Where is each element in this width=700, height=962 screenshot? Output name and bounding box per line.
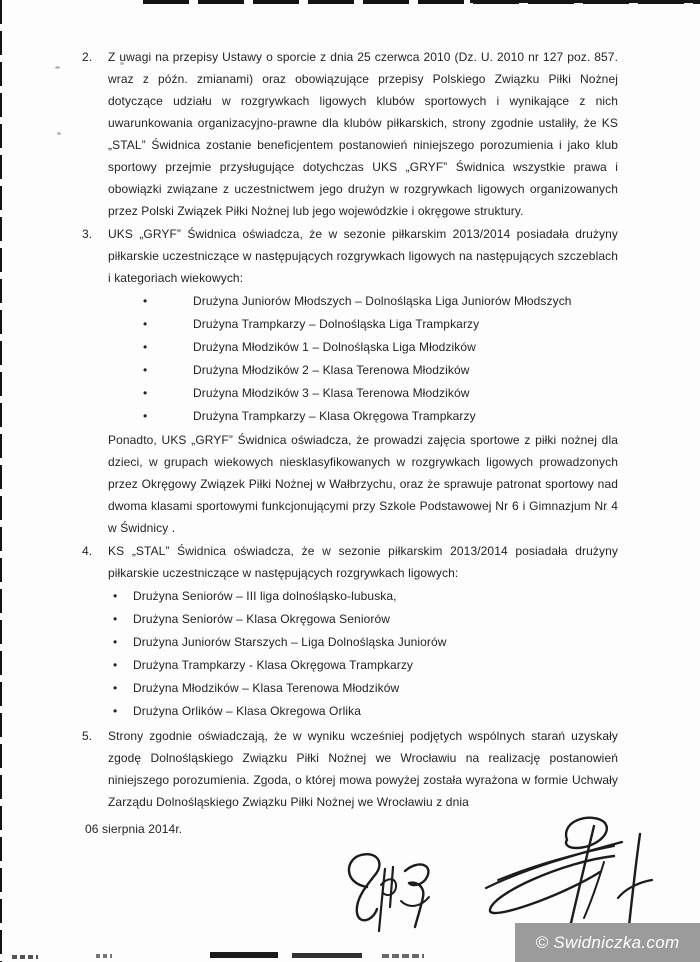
bullet-text: Drużyna Orlików – Klasa Okregowa Orlika — [133, 704, 361, 718]
scan-smudge — [210, 952, 278, 958]
item-text: Strony zgodnie oświadczają, że w wyniku wcześniej podjętych wspólnych starań uzyskały zgodę Dolnośląskiego Związku Piłki Nożnej we Wrocławiu na realizację postanowień niniejszego porozumienia. Zgoda, o której mowa powyżej została wyrażona w formie Uchwały Zarządu Dolnośląskiego Związku Piłki Nożnej we Wrocławiu z dnia — [108, 729, 618, 809]
item-content — [108, 540, 618, 724]
item-number: 3. — [82, 227, 93, 241]
bullet-item — [108, 677, 618, 700]
item-content — [108, 46, 618, 222]
item-number: 5. — [82, 729, 93, 743]
numbered-item — [82, 46, 618, 222]
scan-smudge — [12, 955, 38, 959]
item-content — [108, 725, 618, 813]
item-text: Z uwagi na przepisy Ustawy o sporcie z dnia 25 czerwca 2010 (Dz. U. 2010 nr 127 poz. 857. wraz z późn. zmianami) oraz obowiązujące przepisy Polskiego Związku Piłki Nożnej dotyczące udziału w rozgrywkach ligowych klubów sportowych i wynikające z nich uwarunkowania organizacyjno-prawne dla klubów piłkarskich, strony zgodnie ustaliły, że KS „STAL” Świdnica zostanie beneficjentem postanowień niniejszego porozumienia i jako klub sportowy przejmie przysługujące dotychczas UKS „GRYF” Świdnica wszystkie prawa i obowiązki związane z uczestnictwem jego drużyn w rozgrywkach ligowych organizowanych przez Polski Związek Piłki Nożnej lub jego wojewódzkie i okręgowe struktury. — [108, 50, 618, 218]
watermark-label: © Swidniczka.com — [535, 932, 680, 952]
bullet-text: Drużyna Seniorów – Klasa Okręgowa Seniorów — [133, 612, 390, 626]
bullet-text: Drużyna Trampkarzy - Klasa Okręgowa Trampkarzy — [133, 658, 414, 672]
bullet-item — [108, 382, 618, 405]
bullet-item — [108, 608, 618, 631]
item-after-text: Ponadto, UKS „GRYF” Świdnica oświadcza, że prowadzi zajęcia sportowe z piłki nożnej dla dzieci, w grupach wiekowych niesklasyfikowanych w rozgrywkach ligowych prowadzonych przez Okręgowy Związek Piłki Nożnej w Wałbrzychu, oraz że sprawuje patronat sportowy nad dwoma klasami sportowymi funkcjonującymi przy Szkole Podstawowej Nr 6 i Gimnazjum Nr 4 w Świdnicy . — [108, 433, 618, 535]
signature-left — [333, 843, 461, 935]
bullet-item — [108, 336, 618, 359]
scan-smudge — [96, 954, 112, 958]
bullet-item — [108, 585, 618, 608]
bullet-item — [108, 359, 618, 382]
bullet-marker-icon: • — [143, 317, 148, 331]
bullet-marker-icon: • — [113, 612, 118, 626]
bullet-marker-icon: • — [143, 340, 148, 354]
bullet-marker-icon: • — [113, 589, 118, 603]
bullet-item — [108, 313, 618, 336]
bullet-text: Drużyna Młodzików – Klasa Terenowa Młodzików — [133, 681, 400, 695]
item-content — [108, 223, 618, 539]
bullet-text: Drużyna Juniorów Starszych – Liga Dolnośląska Juniorów — [133, 635, 447, 649]
date-line: 06 sierpnia 2014r. — [85, 822, 183, 836]
bullet-text: Drużyna Juniorów Młodszych – Dolnośląska Liga Juniorów Młodszych — [193, 294, 572, 308]
document-items — [82, 46, 618, 813]
numbered-item — [82, 540, 618, 724]
bullet-text: Drużyna Seniorów – III liga dolnośląsko-lubuska, — [133, 589, 397, 603]
bullet-marker-icon: • — [143, 294, 148, 308]
scan-smudge — [292, 953, 362, 958]
scan-smudge — [382, 954, 424, 958]
watermark-badge — [515, 923, 700, 962]
bullet-item — [108, 405, 618, 428]
bullet-marker-icon: • — [113, 658, 118, 672]
numbered-item — [82, 223, 618, 539]
bullet-item — [108, 654, 618, 677]
item-number: 2. — [82, 50, 93, 64]
bullet-list — [108, 585, 618, 723]
bullet-text: Drużyna Trampkarzy – Dolnośląska Liga Trampkarzy — [193, 317, 480, 331]
bullet-list — [108, 290, 618, 428]
bullet-item — [108, 631, 618, 654]
bullet-marker-icon: • — [143, 409, 148, 423]
bullet-marker-icon: • — [113, 681, 118, 695]
bullet-marker-icon: • — [143, 363, 148, 377]
bullet-text: Drużyna Młodzików 2 – Klasa Terenowa Młodzików — [193, 363, 470, 377]
bullet-item — [108, 700, 618, 723]
bullet-text: Drużyna Młodzików 3 – Klasa Terenowa Młodzików — [193, 386, 470, 400]
bullet-text: Drużyna Trampkarzy – Klasa Okręgowa Trampkarzy — [193, 409, 476, 423]
item-number: 4. — [82, 544, 93, 558]
bullet-marker-icon: • — [113, 704, 118, 718]
item-text: KS „STAL” Świdnica oświadcza, że w sezonie piłkarskim 2013/2014 posiadała drużyny piłkarskie uczestniczące w następujących rozgrywkach ligowych: — [108, 544, 618, 580]
item-text: UKS „GRYF” Świdnica oświadcza, że w sezonie piłkarskim 2013/2014 posiadała drużyny piłkarskie uczestniczące w następujących rozgrywkach ligowych na następujących szczeblach i kategoriach wiekowych: — [108, 227, 618, 285]
signature-right — [472, 810, 657, 938]
bullet-text: Drużyna Młodzików 1 – Dolnośląska Liga Młodzików — [193, 340, 476, 354]
numbered-item — [82, 725, 618, 813]
bullet-marker-icon: • — [113, 635, 118, 649]
bullet-marker-icon: • — [143, 386, 148, 400]
bullet-item — [108, 290, 618, 313]
